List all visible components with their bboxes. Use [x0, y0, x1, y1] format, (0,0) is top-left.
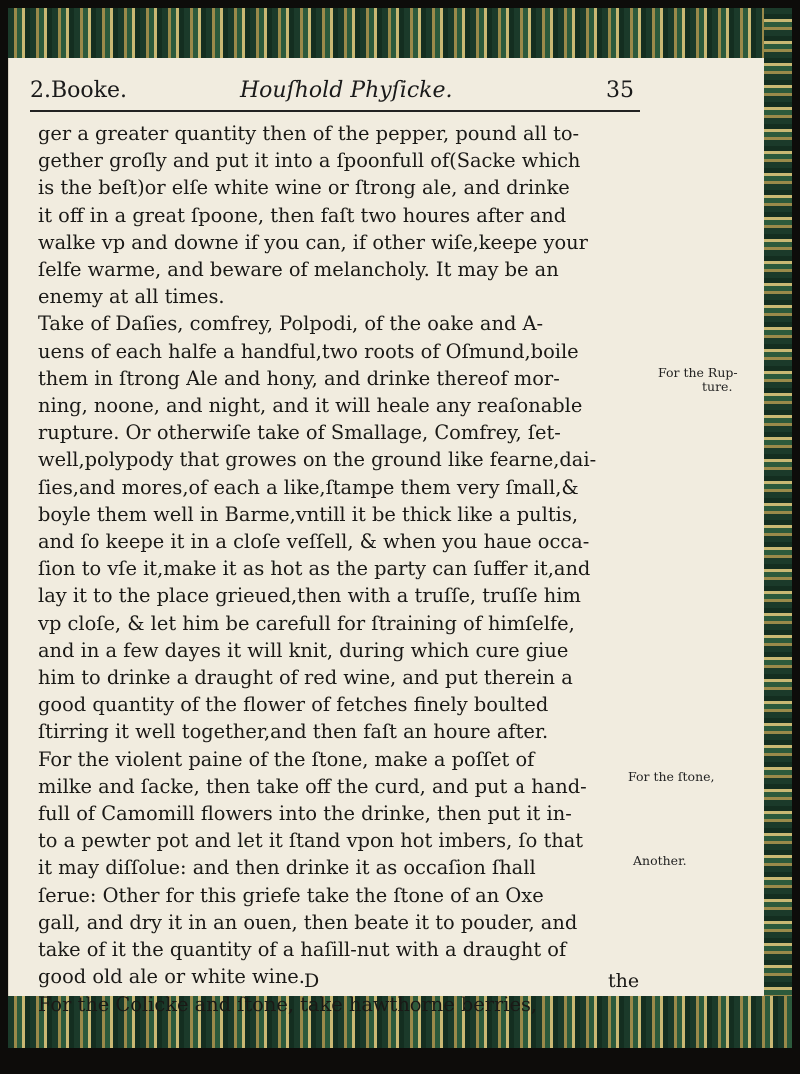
text-line: rupture. Or otherwiſe take of Smallage, Comfrey, ſet-: [38, 421, 561, 445]
book-page: [8, 8, 792, 1048]
text-line: For the violent paine of the ſtone, make a poſſet of: [38, 747, 535, 771]
text-line: boyle them well in Barme,vntill it be thick like a pultis,: [38, 502, 578, 526]
text-line: ſerue: Other for this griefe take the ſtone of an Oxe: [38, 883, 544, 907]
page-title: Houſhold Phyſicke.: [240, 78, 453, 103]
text-line: is the beſt)or elſe white wine or ſtrong ale, and drinke: [38, 176, 570, 200]
marginal-note-rupture: For the Rup- ture.: [658, 365, 738, 394]
text-line: enemy at all times.: [38, 285, 225, 309]
text-line: good quantity of the flower of fetches finely boulted: [38, 693, 549, 717]
text-line: gether groſly and put it into a ſpoonfull of(Sacke which: [38, 149, 581, 173]
text-line: it off in a great ſpoone, then faſt two houres after and: [38, 203, 567, 227]
text-line: him to drinke a draught of red wine, and put therein a: [38, 666, 573, 690]
text-line: it may diſſolue: and then drinke it as occaſion ſhall: [38, 856, 536, 880]
text-line: For the Colicke and ſtone, take hawthorne berries,: [38, 992, 538, 1016]
text-line: ſies,and mores,of each a like,ſtampe them very ſmall,&: [38, 475, 579, 499]
main-text: [38, 120, 648, 1018]
text-line: Take of Daſies, comfrey, Polpodi, of the oake and A-: [38, 312, 544, 336]
text-line: good old ale or white wine.: [38, 965, 305, 989]
text-line: gall, and dry it in an ouen, then beate it to pouder, and: [38, 910, 578, 934]
text-line: lay it to the place grieued,then with a truſſe, truſſe him: [38, 584, 581, 608]
text-line: and in a few dayes it will knit, during which cure giue: [38, 638, 569, 662]
text-line: and ſo keepe it in a cloſe veſſell, & when you haue occa-: [38, 530, 590, 554]
text-line: ſtirring it well together,and then faſt an houre after.: [38, 720, 549, 744]
decorative-border-right: [764, 8, 792, 1048]
running-head: [30, 76, 640, 112]
text-line: ſelfe warme, and beware of melancholy. It may be an: [38, 258, 559, 282]
text-line: full of Camomill flowers into the drinke, then put it in-: [38, 802, 572, 826]
marginal-note-stone: For the ſtone,: [628, 769, 715, 784]
text-line: walke vp and downe if you can, if other wiſe,keepe your: [38, 230, 588, 254]
text-line: ger a greater quantity then of the pepper, pound all to-: [38, 122, 580, 145]
text-line: ſion to vſe it,make it as hot as the party can ſuffer it,and: [38, 557, 591, 581]
page-number: 35: [606, 78, 634, 103]
text-line: ning, noone, and night, and it will heale any reaſonable: [38, 394, 583, 418]
catchword: the: [608, 970, 640, 992]
text-line: milke and ſacke, then take off the curd, and put a hand-: [38, 774, 587, 798]
text-line: uens of each halfe a handful,two roots of Oſmund,boile: [38, 339, 579, 363]
book-number: 2.Booke.: [30, 78, 127, 103]
decorative-border-top: [8, 8, 792, 58]
text-line: take of it the quantity of a haſill-nut with a draught of: [38, 938, 567, 962]
marginal-note-another: Another.: [633, 853, 687, 868]
text-line: vp cloſe, & let him be carefull for ſtraining of himſelfe,: [38, 611, 575, 635]
text-line: them in ſtrong Ale and hony, and drinke thereof mor-: [38, 366, 560, 390]
text-line: well,polypody that growes on the ground like fearne,dai-: [38, 448, 597, 472]
signature-mark: D: [304, 970, 320, 992]
text-line: to a pewter pot and let it ſtand vpon hot imbers, ſo that: [38, 829, 584, 853]
